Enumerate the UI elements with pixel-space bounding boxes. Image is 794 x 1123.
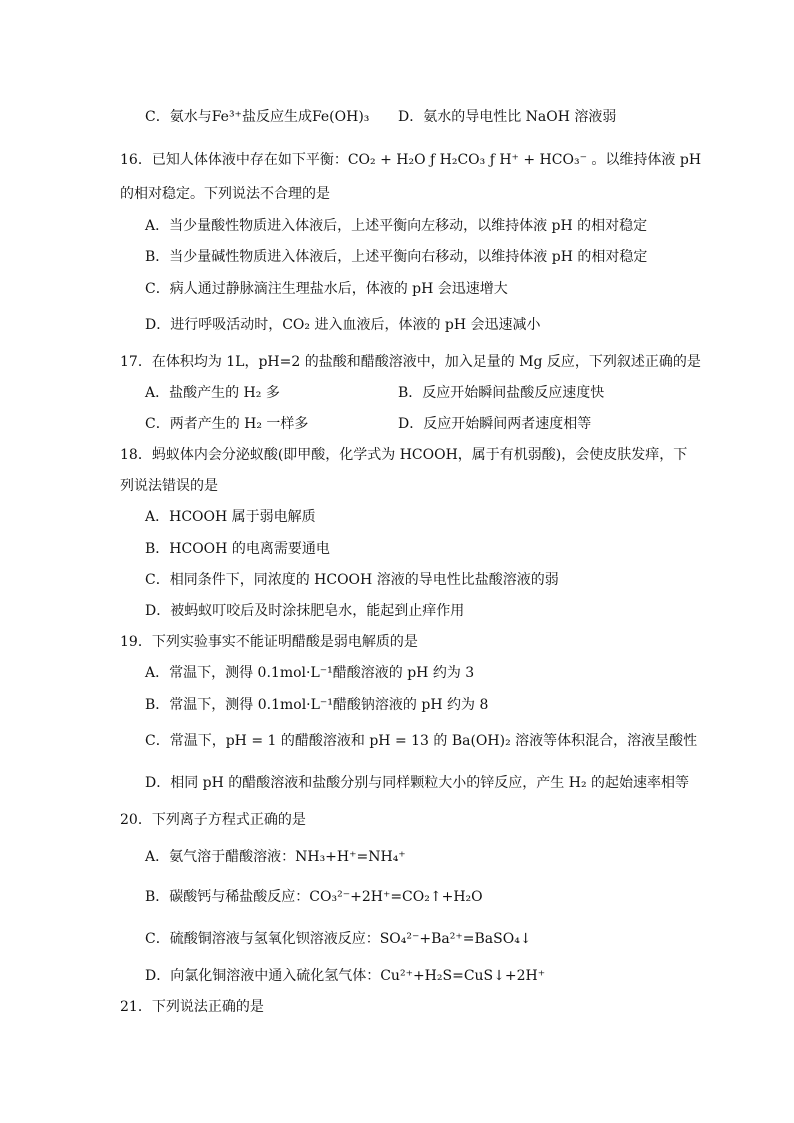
q16-option-d: D．进行呼吸活动时，CO₂ 进入血液后，体液的 pH 会迅速减小: [145, 317, 541, 333]
q16-option-a: A．当少量酸性物质进入体液后，上述平衡向左移动，以维持体液 pH 的相对稳定: [145, 218, 648, 234]
q18-stem-line1: 18．蚂蚁体内会分泌蚁酸(即甲酸，化学式为 HCOOH，属于有机弱酸)，会使皮肤发痒，下: [120, 447, 688, 463]
q21-stem: 21．下列说法正确的是: [120, 999, 264, 1015]
q17-option-d: D．反应开始瞬间两者速度相等: [398, 416, 592, 432]
q19-option-b: B．常温下，测得 0.1mol·L⁻¹醋酸钠溶液的 pH 约为 8: [145, 697, 489, 713]
q20-option-a: A．氨气溶于醋酸溶液：NH₃+H⁺=NH₄⁺: [145, 849, 406, 865]
q20-stem: 20．下列离子方程式正确的是: [120, 812, 306, 828]
q16-stem-line2: 的相对稳定。下列说法不合理的是: [120, 186, 330, 202]
q18-option-c: C．相同条件下，同浓度的 HCOOH 溶液的导电性比盐酸溶液的弱: [145, 572, 559, 588]
q18-stem-line2: 列说法错误的是: [120, 478, 218, 494]
q15-option-d: D．氨水的导电性比 NaOH 溶液弱: [398, 109, 617, 125]
q16-option-b: B．当少量碱性物质进入体液后，上述平衡向右移动，以维持体液 pH 的相对稳定: [145, 249, 648, 265]
q18-option-a: A．HCOOH 属于弱电解质: [145, 509, 316, 525]
q17-option-b: B．反应开始瞬间盐酸反应速度快: [398, 385, 605, 401]
q19-option-a: A．常温下，测得 0.1mol·L⁻¹醋酸溶液的 pH 约为 3: [145, 665, 475, 681]
q17-stem: 17．在体积均为 1L，pH=2 的盐酸和醋酸溶液中，加入足量的 Mg 反应，下列叙述正确的是: [120, 354, 701, 370]
q17-option-c: C．两者产生的 H₂ 一样多: [145, 416, 309, 432]
q20-option-b: B．碳酸钙与稀盐酸反应：CO₃²⁻+2H⁺=CO₂↑+H₂O: [145, 889, 483, 905]
q15-option-c: C．氨水与Fe³⁺盐反应生成Fe(OH)₃: [145, 109, 370, 125]
q16-stem-line1: 16．已知人体体液中存在如下平衡：CO₂ + H₂O ƒ H₂CO₃ ƒ H⁺ + HCO₃⁻ 。以维持体液 pH: [120, 152, 702, 168]
q19-option-d: D．相同 pH 的醋酸溶液和盐酸分别与同样颗粒大小的锌反应，产生 H₂ 的起始速率相等: [145, 775, 690, 791]
q20-option-d: D．向氯化铜溶液中通入硫化氢气体：Cu²⁺+H₂S=CuS↓+2H⁺: [145, 968, 546, 984]
q20-option-c: C．硫酸铜溶液与氢氧化钡溶液反应：SO₄²⁻+Ba²⁺=BaSO₄↓: [145, 931, 532, 947]
q16-option-c: C．病人通过静脉滴注生理盐水后，体液的 pH 会迅速增大: [145, 281, 508, 297]
q19-option-c: C．常温下，pH = 1 的醋酸溶液和 pH = 13 的 Ba(OH)₂ 溶液等体积混合，溶液呈酸性: [145, 733, 698, 749]
q19-stem: 19．下列实验事实不能证明醋酸是弱电解质的是: [120, 634, 418, 650]
q17-option-a: A．盐酸产生的 H₂ 多: [145, 385, 280, 401]
q18-option-d: D．被蚂蚁叮咬后及时涂抹肥皂水，能起到止痒作用: [145, 603, 465, 619]
q18-option-b: B．HCOOH 的电离需要通电: [145, 541, 330, 557]
